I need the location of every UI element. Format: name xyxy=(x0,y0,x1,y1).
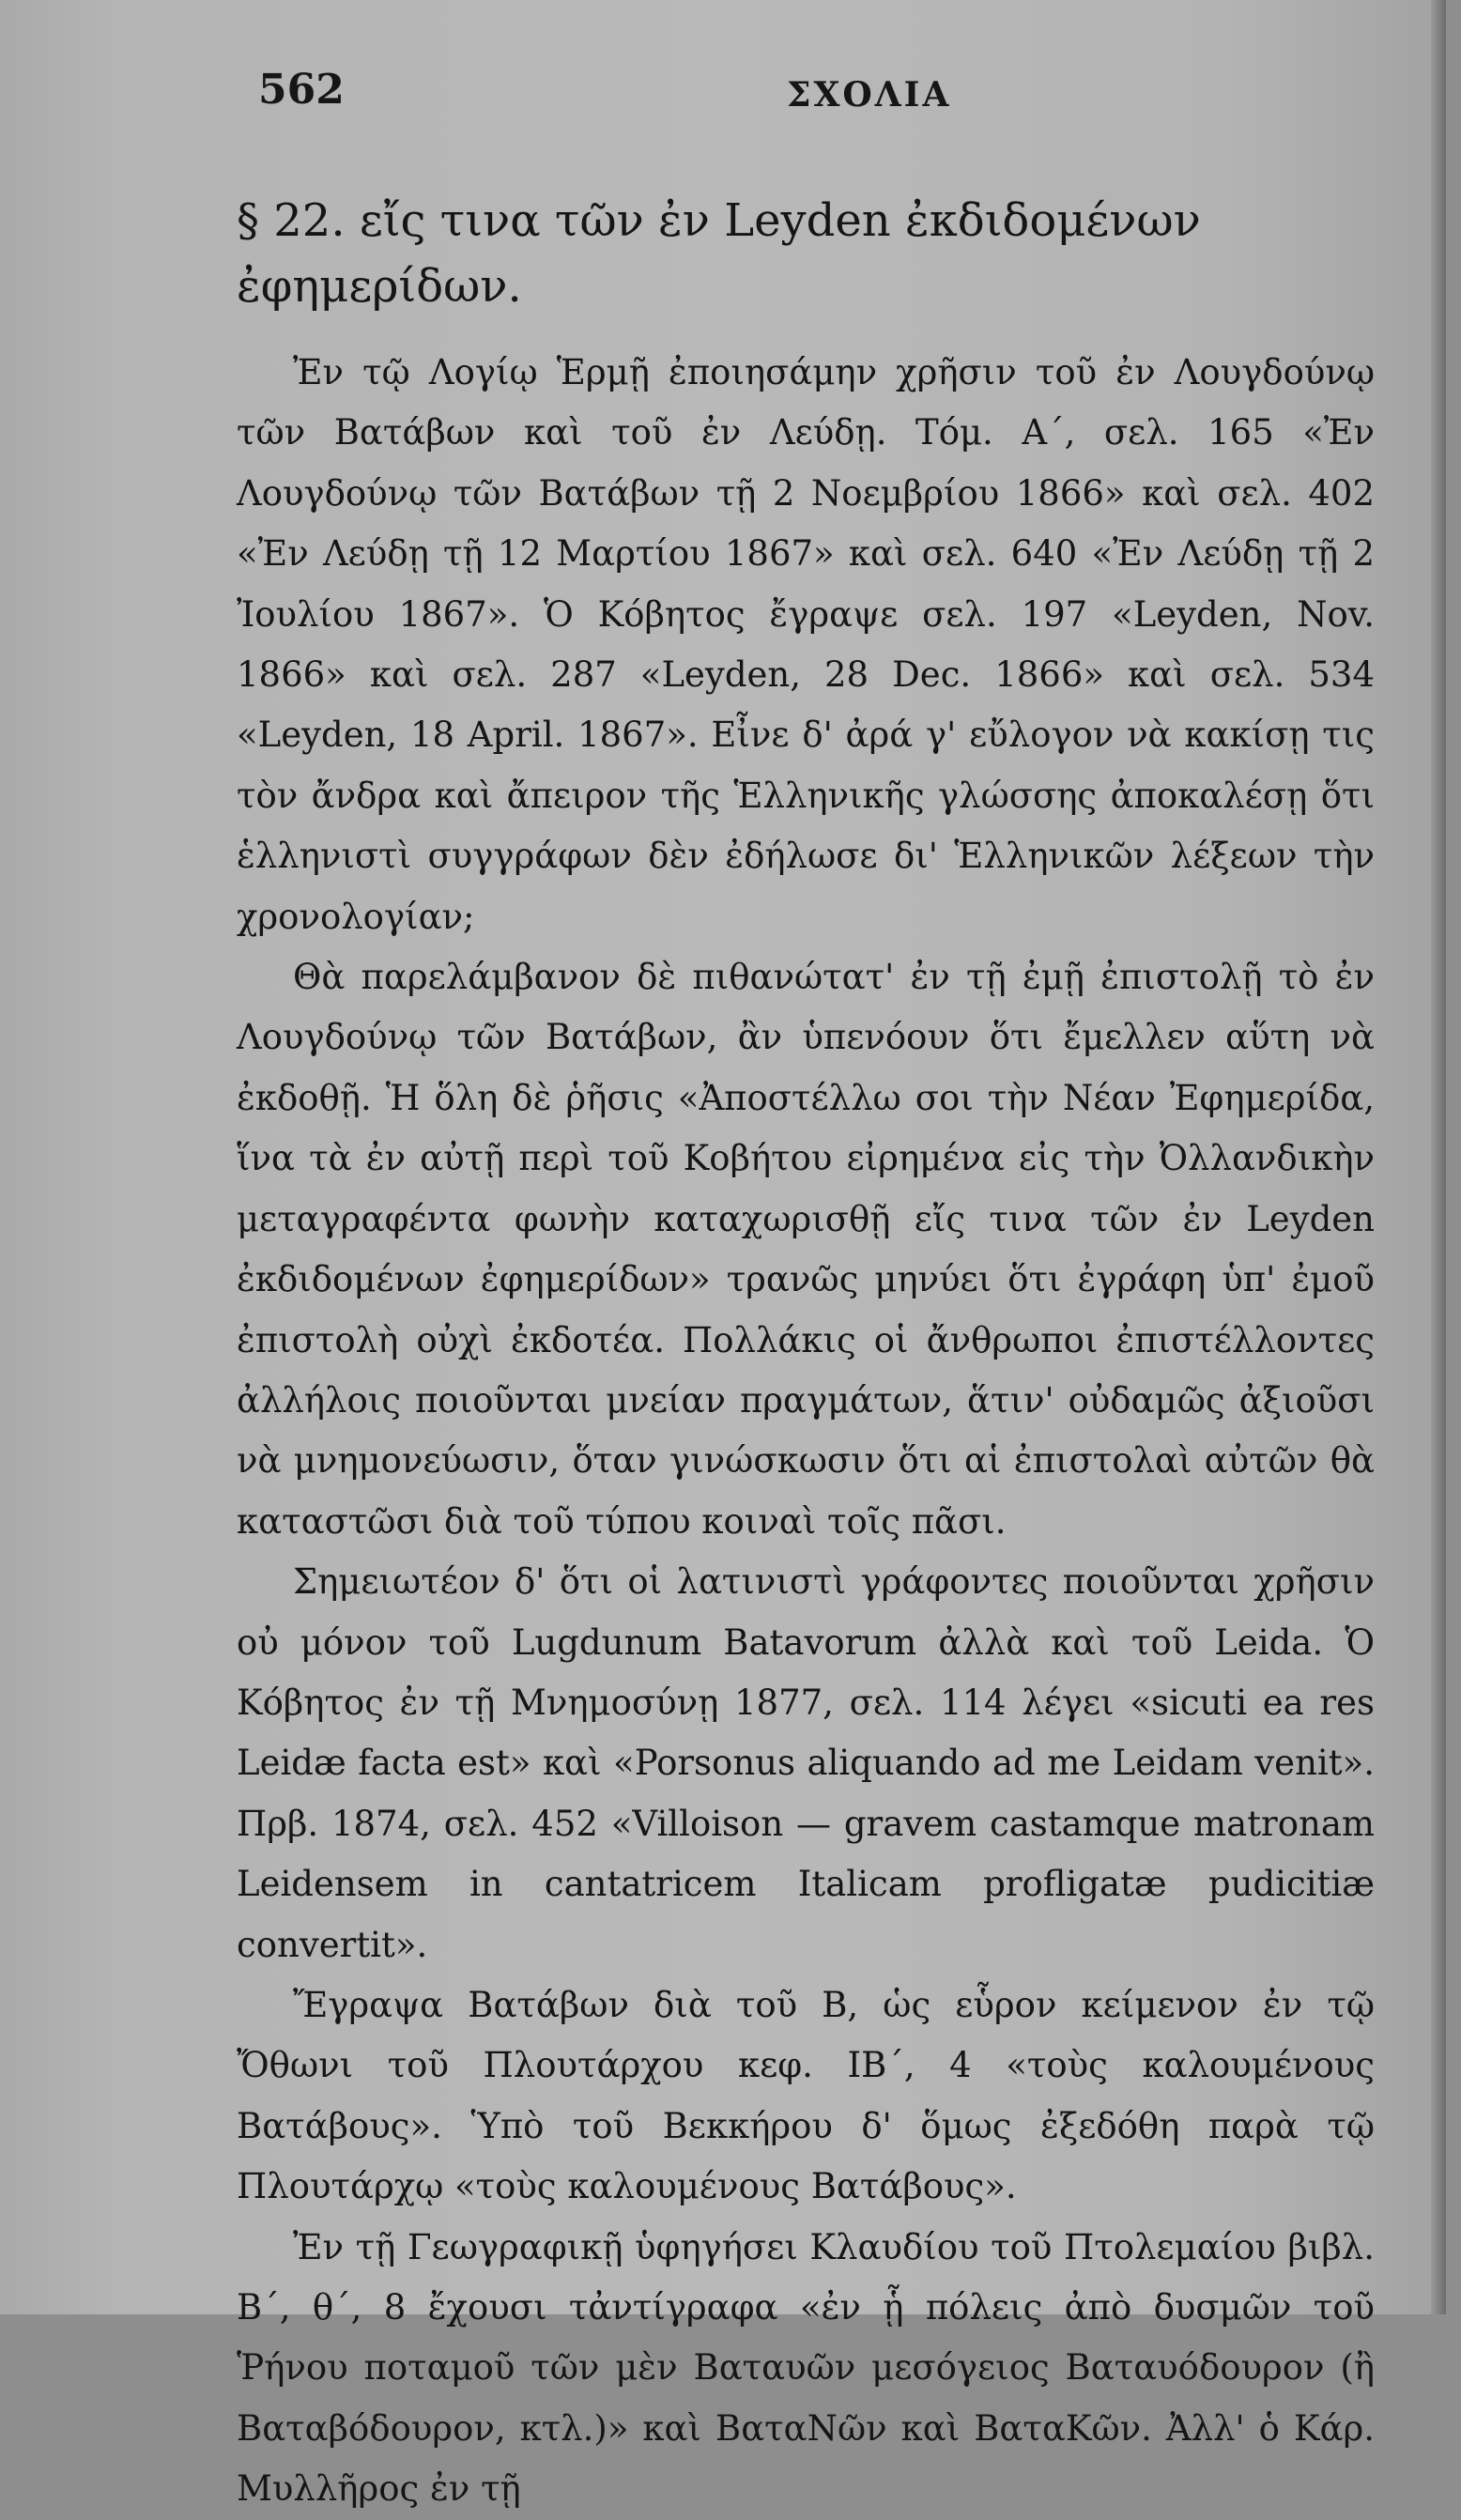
running-head: ΣΧΟΛΙΑ xyxy=(787,75,952,115)
paragraph-3: Σημειωτέον δ' ὅτι οἱ λατινιστὶ γράφοντες ποιοῦνται χρῆσιν οὐ μόνον τοῦ Lugdunum Batavorum ἀλλὰ καὶ τοῦ Leida. Ὁ Κόβητος ἐν τῇ Μνημοσύνῃ 1877, σελ. 114 λέγει «sicuti ea res Leidæ facta est» καὶ «Porsonus aliquando ad me Leidam venit». Πρβ. 1874, σελ. 452 «Villoison — gravem castamque matronam Leidensem in cantatricem Italicam profligatæ pudicitiæ convertit». xyxy=(237,1561,1375,1965)
paragraph-2: Θὰ παρελάμβανον δὲ πιθανώτατ' ἐν τῇ ἐμῇ ἐπιστολῇ τὸ ἐν Λουγδούνῳ τῶν Βατάβων, ἂν ὑπενόουν ὅτι ἔμελλεν αὕτη νὰ ἐκδοθῇ. Ἡ ὅλη δὲ ῥῆσις «Ἀποστέλλω σοι τὴν Νέαν Ἐφημερίδα, ἵνα τὰ ἐν αὐτῇ περὶ τοῦ Κοβήτου εἰρημένα εἰς τὴν Ὀλλανδικὴν μεταγραφέντα φωνὴν καταχωρισθῇ εἴς τινα τῶν ἐν Leyden ἐκδιδομένων ἐφημερίδων» τρανῶς μηνύει ὅτι ἐγράφη ὑπ' ἐμοῦ ἐπιστολὴ οὐχὶ ἐκδοτέα. Πολλάκις οἱ ἄνθρωποι ἐπιστέλλοντες ἀλλήλοις ποιοῦνται μνείαν πραγμάτων, ἅτιν' οὐδαμῶς ἀξιοῦσι νὰ μνημονεύωσιν, ὅταν γινώσκωσιν ὅτι αἱ ἐπιστολαὶ αὐτῶν θὰ καταστῶσι διὰ τοῦ τύπου κοιναὶ τοῖς πᾶσι. xyxy=(237,957,1375,1542)
body-text xyxy=(237,188,1375,2520)
page-edge-shadow xyxy=(1431,0,1446,2314)
page-number: 562 xyxy=(258,66,345,114)
paragraph-1: Ἐν τῷ Λογίῳ Ἑρμῇ ἐποιησάμην χρῆσιν τοῦ ἐν Λουγδούνῳ τῶν Βατάβων καὶ τοῦ ἐν Λεύδῃ. Τόμ. Α΄, σελ. 165 «Ἐν Λουγδούνῳ τῶν Βατάβων τῇ 2 Νοεμβρίου 1866» καὶ σελ. 402 «Ἐν Λεύδῃ τῇ 12 Μαρτίου 1867» καὶ σελ. 640 «Ἐν Λεύδῃ τῇ 2 Ἰουλίου 1867». Ὁ Κόβητος ἔγραψε σελ. 197 «Leyden, Nov. 1866» καὶ σελ. 287 «Leyden, 28 Dec. 1866» καὶ σελ. 534 «Leyden, 18 April. 1867». Εἶνε δ' ἀρά γ' εὔλογον νὰ κακίσῃ τις τὸν ἄνδρα καὶ ἄπειρον τῆς Ἑλληνικῆς γλώσσης ἀποκαλέσῃ ὅτι ἑλληνιστὶ συγγράφων δὲν ἐδήλωσε δι' Ἑλληνικῶν λέξεων τὴν χρονολογίαν; xyxy=(237,352,1375,937)
page-header xyxy=(0,66,1446,141)
paragraph-5: Ἐν τῇ Γεωγραφικῇ ὑφηγήσει Κλαυδίου τοῦ Πτολεμαίου βιβλ. Β΄, θ΄, 8 ἔχουσι τἀντίγραφα «ἐν ᾗ πόλεις ἀπὸ δυσμῶν τοῦ Ῥήνου ποταμοῦ τῶν μὲν Βαταυῶν μεσόγειος Βαταυόδουρον (ἢ Βαταβόδουρον, κτλ.)» καὶ ΒαταΝῶν καὶ ΒαταΚῶν. Ἀλλ' ὁ Κάρ. Μυλλῆρος ἐν τῇ xyxy=(237,2226,1375,2510)
section-heading: § 22. εἴς τινα τῶν ἐν Leyden ἐκδιδομένων ἐφημερίδων. xyxy=(237,194,1201,313)
paragraph-4: Ἔγραψα Βατάβων διὰ τοῦ Β, ὡς εὗρον κείμενον ἐν τῷ Ὄθωνι τοῦ Πλουτάρχου κεφ. ΙΒ΄, 4 «τοὺς καλουμένους Βατάβους». Ὑπὸ τοῦ Βεκκήρου δ' ὅμως ἐξεδόθη παρὰ τῷ Πλουτάρχῳ «τοὺς καλουμένους Βατάβους». xyxy=(237,1984,1375,2207)
